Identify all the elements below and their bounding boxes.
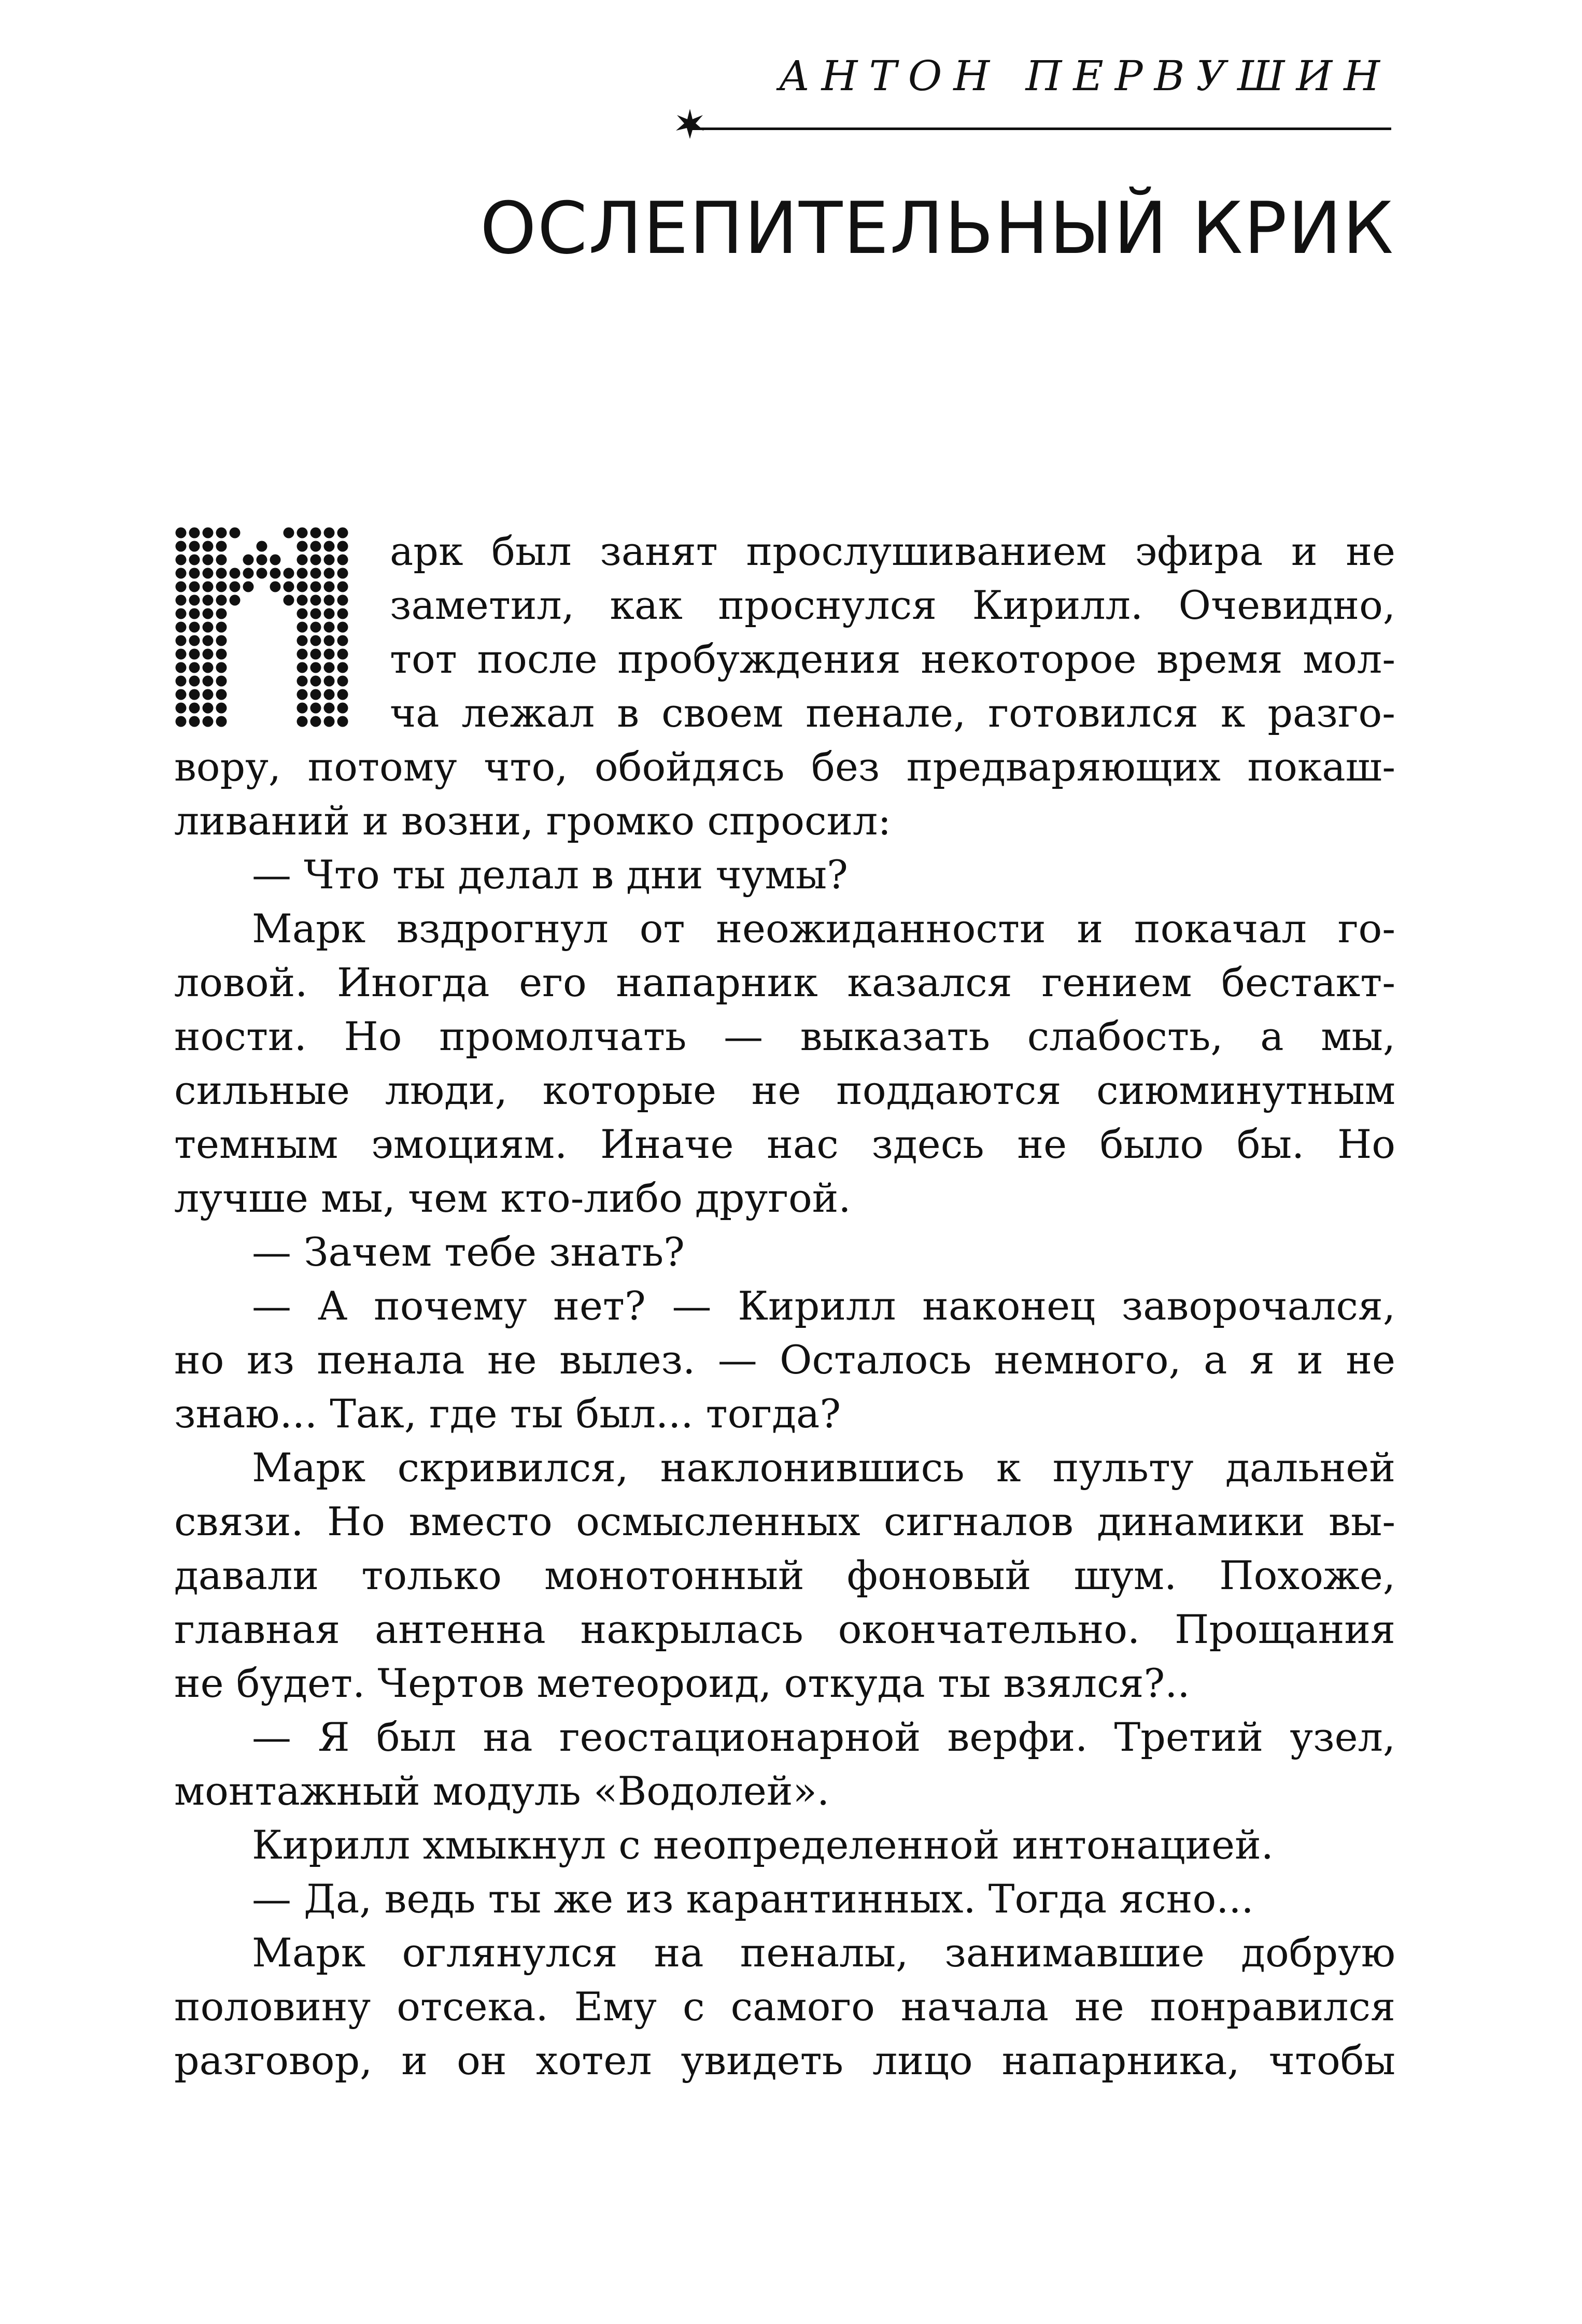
text-line: — Я был на геостационарной верфи. Третий узел, [252, 1714, 1395, 1760]
running-head-author: АНТОН ПЕРВУШИН [779, 52, 1391, 100]
text-line: ливаний и возни, громко спросил: [174, 798, 892, 844]
text-line: разговор, и он хотел увидеть лицо напарника, чтобы [174, 2037, 1395, 2084]
text-line: заметил, как проснулся Кирилл. Очевидно, [390, 582, 1395, 628]
text-line: Кирилл хмыкнул с неопределенной интонацией. [252, 1822, 1274, 1868]
header-rule [687, 127, 1391, 130]
text-line: Марк скривился, наклонившись к пульту дальней [252, 1444, 1395, 1491]
text-line: но из пенала не вылез. — Осталось немного, а я и не [174, 1337, 1395, 1383]
text-line: знаю... Так, где ты был... тогда? [174, 1391, 841, 1437]
text-line: связи. Но вместо осмысленных сигналов динамики вы- [174, 1498, 1395, 1544]
text-line: половину отсека. Ему с самого начала не понравился [174, 1983, 1395, 2030]
text-line: сильные люди, которые не поддаются сиюминутным [174, 1067, 1395, 1113]
text-line: арк был занят прослушиванием эфира и не [390, 528, 1395, 574]
text-line: — Что ты делал в дни чумы? [252, 852, 848, 898]
text-line: лучше мы, чем кто-либо другой. [174, 1175, 851, 1221]
text-line: монтажный модуль «Водолей». [174, 1768, 830, 1814]
text-line: тот после пробуждения некоторое время мол- [390, 636, 1395, 682]
text-line: вору, потому что, обойдясь без предваряющих покаш- [174, 744, 1395, 790]
text-line: не будет. Чертов метеороид, откуда ты взялся?.. [174, 1660, 1190, 1706]
ornament-star-icon [674, 108, 706, 140]
text-line: — Да, ведь ты же из карантинных. Тогда ясно... [252, 1876, 1254, 1922]
text-line: ча лежал в своем пенале, готовился к разго- [390, 690, 1395, 736]
text-line: темным эмоциям. Иначе нас здесь не было бы. Но [174, 1121, 1395, 1167]
text-line: Марк оглянулся на пеналы, занимавшие добрую [252, 1930, 1395, 1976]
text-line: давали только монотонный фоновый шум. Похоже, [174, 1552, 1395, 1598]
dropcap-letter [174, 527, 348, 733]
text-line: Марк вздрогнул от неожиданности и покачал го- [252, 905, 1395, 952]
text-line: — Зачем тебе знать? [252, 1229, 685, 1275]
chapter-title: ОСЛЕПИТЕЛЬНЫЙ КРИК [480, 187, 1394, 270]
text-line: ности. Но промолчать — выказать слабость, а мы, [174, 1013, 1395, 1059]
text-line: ловой. Иногда его напарник казался гением бестакт- [174, 959, 1395, 1005]
text-line: главная антенна накрылась окончательно. Прощания [174, 1606, 1395, 1652]
text-line: — А почему нет? — Кирилл наконец заворочался, [252, 1283, 1395, 1329]
